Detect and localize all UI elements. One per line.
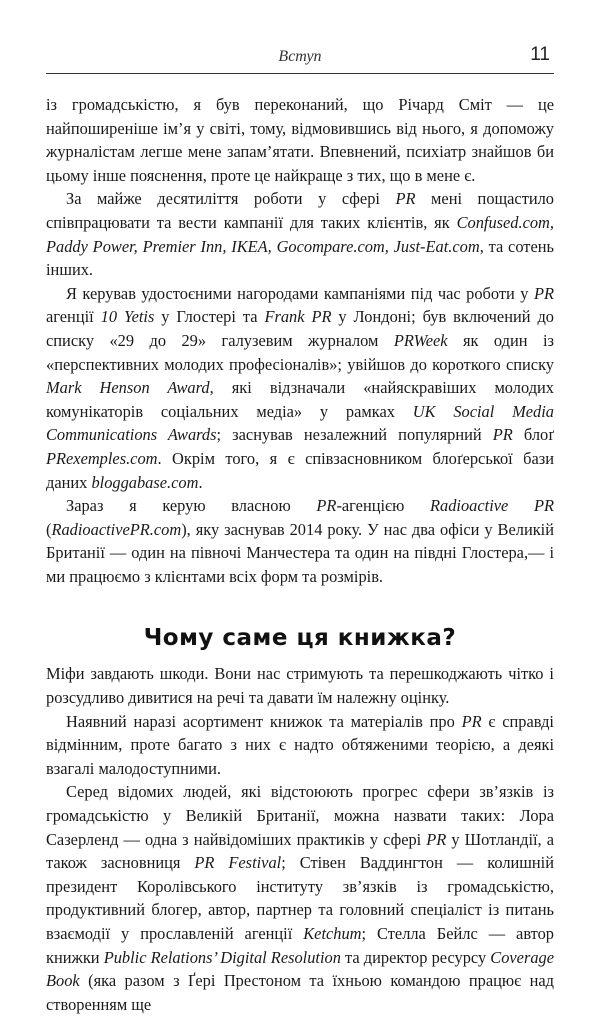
paragraph-awards xyxy=(46,282,554,494)
text-run: як один із «перспективних молодих професіоналів»; увійшов до короткого списку xyxy=(46,330,554,374)
text-run: блоґ xyxy=(512,425,554,445)
text-run: Зараз я керую власною xyxy=(66,496,317,516)
text-italic: Confused.com, Paddy Power, Premier Inn, IKEA, Gocompare.com, Just-Eat.com xyxy=(46,212,554,256)
paragraph-continuation xyxy=(46,93,554,187)
text-italic: PR xyxy=(395,189,416,209)
paragraph-books xyxy=(46,710,554,781)
header-rule xyxy=(46,73,554,74)
text-run: із громадськістю, я був переконаний, що Річард Сміт — це найпоширеніше ім’я у світі, тому, відмовившись від нього, я допоможу журналістам легше мене запам’ятати. Впевнений, психіатр знайшов би цьому інше пояснення, проте це найкраще з тих, що в мене є. xyxy=(46,95,554,185)
text-run: агенції xyxy=(46,307,101,327)
page-body xyxy=(46,93,554,1016)
text-run: , та сотень інших. xyxy=(46,236,554,280)
text-run: мені пощастило співпрацювати та вести кампанії для таких клієнтів, як xyxy=(46,189,554,232)
text-run: ; заснував незалежний популярний xyxy=(216,425,493,445)
text-italic: PR xyxy=(426,829,447,849)
text-run: у Шотландії, а також засновниця xyxy=(46,829,554,873)
text-run: (яка разом з Ґері Престоном та їхньою командою працює над створенням ще xyxy=(46,971,554,1014)
text-run: -агенцією xyxy=(336,496,431,516)
text-italic: Ketchum xyxy=(303,924,362,943)
paragraph-myths xyxy=(46,662,554,709)
paragraph-agency xyxy=(46,494,554,588)
text-run: Я керував удостоєними нагородами кампаніями під час роботи у xyxy=(66,283,534,303)
text-italic: bloggabase.com xyxy=(91,472,199,492)
text-run: у Лондоні; був включений до списку «29 до 29» галузевим журналом xyxy=(46,307,554,350)
text-italic: Frank PR xyxy=(264,307,332,327)
text-run: Міфи завдають шкоди. Вони нас стримують та перешкоджають чітко і розсудливо дивитися на речі та давати їм належну оцінку. xyxy=(46,664,554,708)
text-run: ; Стівен Ваддингтон — колишній президент Королівського інституту зв’язків із громадськістю, продуктивний блогер, автор, партнер та головний спеціаліст із питань взаємодії у прославленій агенції xyxy=(46,853,554,943)
running-header xyxy=(46,0,554,74)
text-italic: RadioactivePR.com xyxy=(51,519,182,539)
text-italic: PR Festival xyxy=(194,853,282,873)
text-italic: PR xyxy=(461,711,482,731)
book-page xyxy=(46,0,554,1016)
text-italic: PR xyxy=(316,496,337,516)
text-run: За майже десятиліття роботи у сфері xyxy=(66,189,396,209)
text-run: . Окрім того, я є співзасновником блоґерської бази даних xyxy=(46,448,554,492)
text-run: . xyxy=(198,472,203,492)
running-title: Вступ xyxy=(278,48,322,65)
text-italic: PR xyxy=(533,283,554,303)
text-italic: PRexemples.com xyxy=(46,448,158,468)
text-italic: PRWeek xyxy=(393,330,448,350)
text-italic: Radioactive PR xyxy=(430,496,554,516)
text-italic: Public Relations’ Digital Resolution xyxy=(103,947,341,967)
text-run: ( xyxy=(46,519,52,539)
text-run: , які відзначали «найяскравіших молодих комунікаторів соціальних медіа» у рамках xyxy=(46,378,554,421)
text-italic: Mark Henson Award xyxy=(46,378,210,398)
text-italic: 10 Yetis xyxy=(100,307,155,327)
text-run: ), яку заснував 2014 року. У нас два офіси у Великій Британії — один на півночі Манчестера та один на півдні Глостера,— і ми працюємо з клієнтами всіх форм та розмірів. xyxy=(46,519,554,586)
paragraph-people xyxy=(46,780,554,1016)
paragraph-clients xyxy=(46,187,554,281)
text-italic: Coverage Book xyxy=(46,947,554,991)
text-run: у Глостері та xyxy=(154,307,265,327)
text-italic: UK Social Media Communications Awards xyxy=(46,401,554,445)
page-number: 11 xyxy=(530,44,550,65)
text-run: та директор ресурсу xyxy=(340,947,491,967)
text-run: Наявний наразі асортимент книжок та матеріалів про xyxy=(66,711,462,731)
text-run: є справді відмінним, проте багато з них є надто обтяженими теорією, а деякі взагалі малодоступними. xyxy=(46,711,554,778)
text-italic: PR xyxy=(492,425,513,445)
text-run: Серед відомих людей, які відстоюють прогрес сфери зв’язків із громадськістю у Великій Британії, можна назвати таких: Лора Сазерленд — одна з найвідоміших практиків у сфері xyxy=(46,782,554,849)
text-run: ; Стелла Бейлс — автор книжки xyxy=(46,924,555,967)
section-heading: Чому саме ця книжка? xyxy=(143,625,457,652)
